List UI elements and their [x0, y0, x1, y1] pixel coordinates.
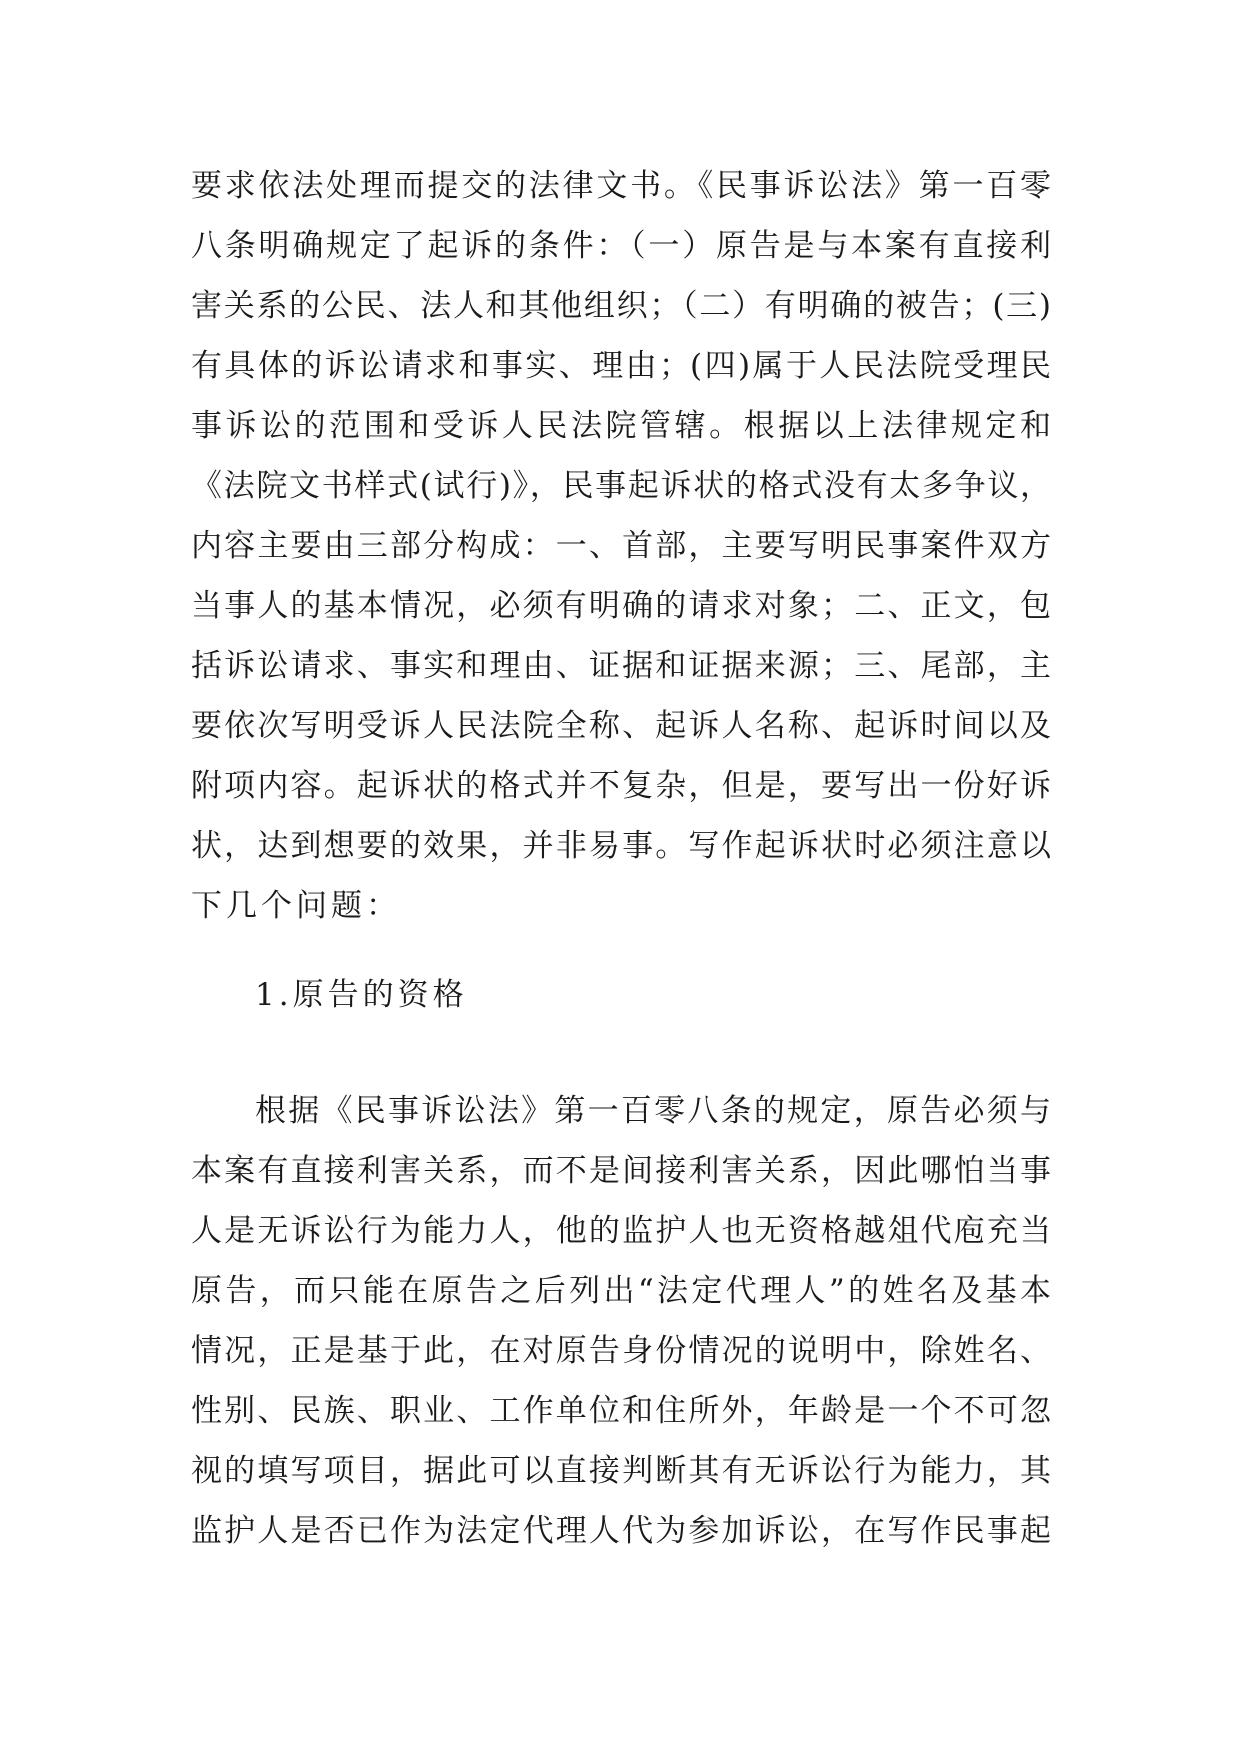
text-line: 附项内容。起诉状的格式并不复杂，但是，要写出一份好诉 — [191, 768, 1051, 804]
text-line: 害关系的公民、法人和其他组织；（二）有明确的被告；(三) — [191, 288, 1051, 324]
text-line: 本案有直接利害关系，而不是间接利害关系，因此哪怕当事 — [191, 1153, 1051, 1189]
text-line: 人是无诉讼行为能力人，他的监护人也无资格越俎代庖充当 — [191, 1213, 1051, 1249]
section-heading: 1.原告的资格 — [255, 977, 468, 1013]
text-line: 监护人是否已作为法定代理人代为参加诉讼，在写作民事起 — [191, 1513, 1051, 1549]
text-line: 内容主要由三部分构成：一、首部，主要写明民事案件双方 — [191, 528, 1051, 564]
text-line: 视的填写项目，据此可以直接判断其有无诉讼行为能力，其 — [191, 1453, 1051, 1489]
text-line: 原告，而只能在原告之后列出“法定代理人”的姓名及基本 — [191, 1273, 1051, 1309]
text-line: 事诉讼的范围和受诉人民法院管辖。根据以上法律规定和 — [191, 408, 1051, 444]
text-line: 情况，正是基于此，在对原告身份情况的说明中，除姓名、 — [191, 1333, 1051, 1369]
text-line: 根据《民事诉讼法》第一百零八条的规定，原告必须与 — [255, 1093, 1051, 1129]
text-line: 要依次写明受诉人民法院全称、起诉人名称、起诉时间以及 — [191, 708, 1051, 744]
text-line: 括诉讼请求、事实和理由、证据和证据来源；三、尾部，主 — [191, 648, 1051, 684]
text-line: 要求依法处理而提交的法律文书。《民事诉讼法》第一百零 — [191, 168, 1051, 204]
plaintiff-qualification-paragraph — [191, 1081, 1051, 1561]
text-line: 状，达到想要的效果，并非易事。写作起诉状时必须注意以 — [191, 828, 1051, 864]
text-line: 当事人的基本情况，必须有明确的请求对象；二、正文，包 — [191, 588, 1051, 624]
text-line: 性别、民族、职业、工作单位和住所外，年龄是一个不可忽 — [191, 1393, 1051, 1429]
text-line: 有具体的诉讼请求和事实、理由；(四)属于人民法院受理民 — [191, 348, 1051, 384]
intro-paragraph — [191, 156, 1051, 936]
text-line: 八条明确规定了起诉的条件：（一）原告是与本案有直接利 — [191, 228, 1051, 264]
text-line: 《法院文书样式(试行)》，民事起诉状的格式没有太多争议， — [191, 468, 1051, 504]
section-heading-block — [191, 965, 1051, 1025]
text-line: 下几个问题： — [191, 888, 401, 924]
